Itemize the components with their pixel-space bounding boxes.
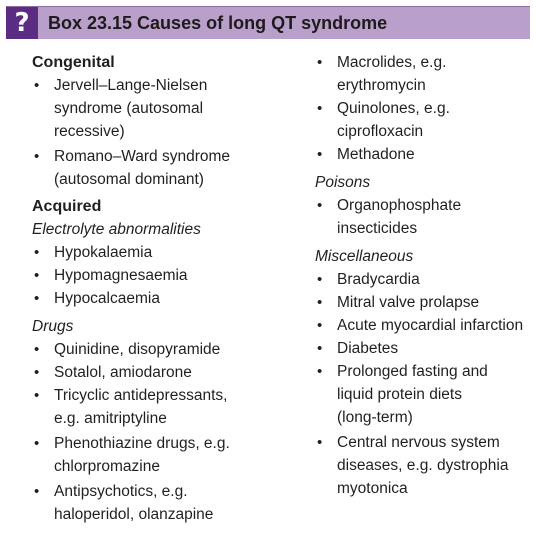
subheading-poisons: Poisons	[315, 174, 371, 191]
list-item: • Macrolides, e.g. erythromycin	[315, 51, 527, 97]
list-item: • Prolonged fasting and liquid protein diets (long-term)	[315, 360, 527, 429]
left-column	[32, 51, 302, 526]
section-heading-congenital: Congenital	[32, 54, 115, 71]
list-item: • Organophosphate insecticides	[315, 194, 527, 240]
question-mark-icon: ?	[6, 7, 38, 39]
list-item: • Hypomagnesaemia	[32, 264, 302, 287]
list-item: • Diabetes	[315, 337, 527, 360]
list-item: • Sotalol, amiodarone	[32, 361, 302, 384]
box-header	[6, 6, 530, 39]
box-title: Box 23.15 Causes of long QT syndrome	[48, 13, 388, 33]
list-item: • Tricyclic antidepressants, e.g. amitriptyline	[32, 384, 302, 430]
drugs-continued-list	[315, 51, 527, 166]
box-body	[6, 39, 530, 529]
list-item: • Quinidine, disopyramide	[32, 338, 302, 361]
list-item: • Phenothiazine drugs, e.g. chlorpromazine	[32, 432, 302, 478]
right-column	[315, 51, 527, 500]
poisons-list	[315, 194, 527, 240]
section-heading-acquired: Acquired	[32, 198, 102, 215]
list-item: • Quinolones, e.g. ciprofloxacin	[315, 97, 527, 143]
list-item: • Methadone	[315, 143, 527, 166]
list-item: • Jervell–Lange-Nielsen syndrome (autosomal recessive)	[32, 74, 302, 143]
electrolyte-list	[32, 241, 302, 310]
list-item: • Bradycardia	[315, 268, 527, 291]
congenital-list	[32, 74, 302, 191]
miscellaneous-list	[315, 268, 527, 500]
list-item: • Antipsychotics, e.g. haloperidol, olanzapine	[32, 480, 302, 526]
list-item: • Romano–Ward syndrome (autosomal dominant)	[32, 145, 302, 191]
list-item: • Hypokalaemia	[32, 241, 302, 264]
drugs-list	[32, 338, 302, 526]
subheading-electrolyte: Electrolyte abnormalities	[32, 221, 201, 238]
list-item: • Hypocalcaemia	[32, 287, 302, 310]
subheading-miscellaneous: Miscellaneous	[315, 248, 414, 265]
list-item: • Central nervous system diseases, e.g. dystrophia myotonica	[315, 431, 527, 500]
list-item: • Mitral valve prolapse	[315, 291, 527, 314]
subheading-drugs: Drugs	[32, 318, 74, 335]
list-item: • Acute myocardial infarction	[315, 314, 527, 337]
